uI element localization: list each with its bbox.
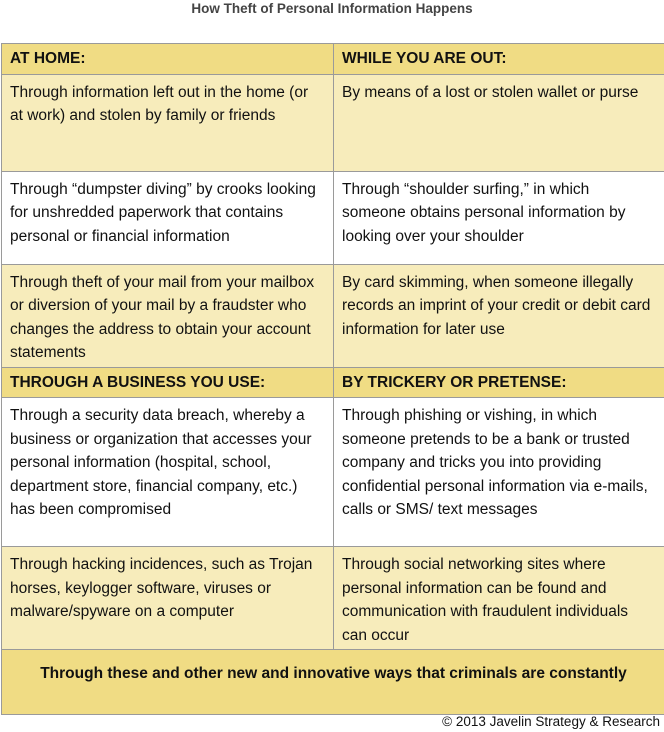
table-cell: Through hacking incidences, such as Trojan horses, keylogger software, viruses or malware/spyware on a computer (2, 547, 334, 650)
table-row (2, 398, 664, 547)
section-header-row (2, 367, 664, 398)
page-title: How Theft of Personal Information Happens (191, 1, 473, 16)
table-cell: Through social networking sites where personal information can be found and communication with fraudulent individuals can occur (334, 547, 664, 650)
table-cell: Through phishing or vishing, in which someone pretends to be a bank or trusted company and tricks you into providing confidential personal information via e-mails, calls or SMS/ text messages (334, 398, 664, 547)
table-row (2, 547, 664, 650)
table-cell: Through information left out in the home (or at work) and stolen by family or friends (2, 74, 334, 171)
theft-methods-table (1, 43, 664, 715)
table-cell: Through “shoulder surfing,” in which someone obtains personal information by looking over your shoulder (334, 171, 664, 264)
section-header-row (2, 44, 664, 75)
header-by-trickery: BY TRICKERY OR PRETENSE: (334, 367, 664, 398)
header-through-a-business: THROUGH A BUSINESS YOU USE: (2, 367, 334, 398)
header-at-home: AT HOME: (2, 44, 334, 75)
copyright-notice: © 2013 Javelin Strategy & Research (442, 714, 660, 729)
footer-text: Through these and other new and innovative ways that criminals are constantly (2, 650, 664, 715)
table-cell: Through a security data breach, whereby a business or organization that accesses your personal information (hospital, school, department store, financial company, etc.) has been compromised (2, 398, 334, 547)
footer-row (2, 650, 664, 715)
table-row (2, 264, 664, 367)
table-row (2, 171, 664, 264)
table-cell: By means of a lost or stolen wallet or purse (334, 74, 664, 171)
table-row (2, 74, 664, 171)
table-cell: By card skimming, when someone illegally records an imprint of your credit or debit card information for later use (334, 264, 664, 367)
header-while-you-are-out: WHILE YOU ARE OUT: (334, 44, 664, 75)
table-cell: Through “dumpster diving” by crooks looking for unshredded paperwork that contains personal or financial information (2, 171, 334, 264)
table-cell: Through theft of your mail from your mailbox or diversion of your mail by a fraudster who changes the address to obtain your account statements (2, 264, 334, 367)
